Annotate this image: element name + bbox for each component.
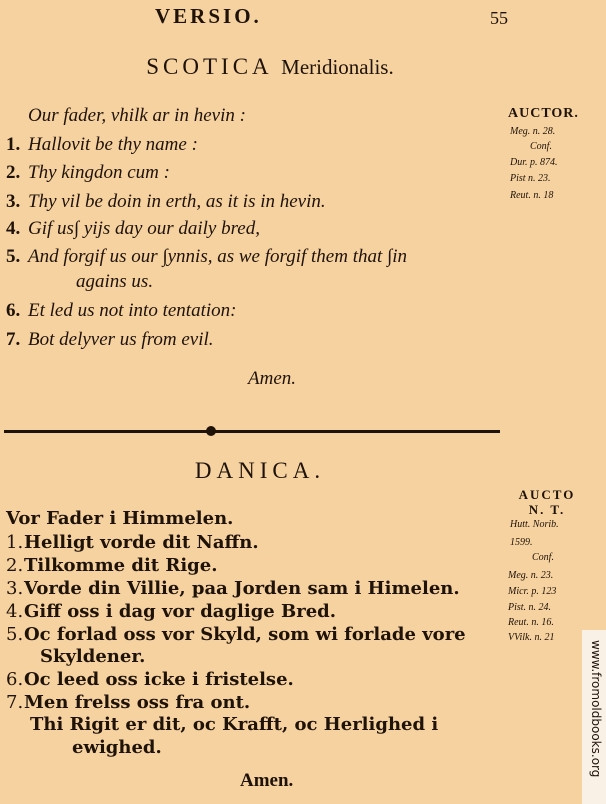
prayer-line: 3.Vorde din Villie, paa Jorden sam i Himelen.	[6, 578, 460, 599]
prayer-line: Our fader, vhilk ar in hevin :	[28, 105, 246, 126]
margin-note: Micr. p. 123	[508, 586, 557, 597]
prayer-line: 3. Thy vil be doin in erth, as it is in hevin.	[6, 191, 326, 212]
margin-head-line: N. T.	[528, 502, 566, 517]
prayer-line: 1.Helligt vorde dit Naffn.	[6, 532, 259, 553]
amen-scotica: Amen.	[248, 368, 297, 389]
page-number: 55	[490, 8, 508, 28]
prayer-line: 6. Et led us not into tentation:	[6, 300, 237, 321]
margin-auctor-danica	[512, 487, 582, 517]
prayer-line: 5. And forgif us our ∫ynnis, as we forgif them that ∫in	[6, 246, 407, 267]
prayer-line: 7. Bot delyver us from evil.	[6, 329, 214, 350]
section-title-scotica	[0, 54, 540, 80]
margin-note: VVilk. n. 21	[508, 632, 555, 643]
margin-note: Conf.	[532, 552, 554, 563]
divider-ornament	[206, 426, 216, 436]
prayer-line: 4.Giff oss i dag vor daglige Bred.	[6, 601, 337, 622]
subtitle-meridionalis: Meridionalis.	[281, 55, 394, 79]
margin-head-line: AUCTO	[518, 487, 576, 502]
amen-danica: Amen.	[240, 770, 294, 791]
prayer-line: 7.Men frelss oss fra ont.	[6, 692, 251, 713]
prayer-line: ewighed.	[72, 737, 162, 758]
prayer-line: 6.Oc leed oss icke i fristelse.	[6, 669, 294, 690]
prayer-line: 1. Hallovit be thy name :	[6, 134, 198, 155]
section-divider	[4, 430, 500, 433]
margin-note: Meg. n. 23.	[508, 570, 554, 581]
prayer-line: Vor Fader i Himmelen.	[6, 508, 234, 529]
title-scotica: SCOTICA	[146, 54, 272, 79]
margin-note: Reut. n. 18	[510, 190, 554, 201]
prayer-line: 4. Gif us∫ yijs day our daily bred,	[6, 218, 260, 239]
margin-auctor-scotica: AUCTOR.	[508, 106, 579, 121]
prayer-line: Thi Rigit er dit, oc Krafft, oc Herlighed i	[30, 714, 439, 735]
prayer-line: agains us.	[76, 271, 154, 292]
prayer-line: Skyldener.	[40, 646, 146, 667]
margin-note: Reut. n. 16.	[508, 617, 554, 628]
margin-note: Conf.	[530, 141, 552, 152]
watermark-url: www.fromoldbooks.org	[589, 640, 603, 778]
margin-note: Pist n. 23.	[510, 173, 551, 184]
margin-note: Hutt. Norib.	[510, 519, 559, 530]
margin-note: 1599.	[510, 537, 533, 548]
prayer-line: 5.Oc forlad oss vor Skyld, som wi forlade vore	[6, 624, 466, 645]
running-head: VERSIO.	[155, 4, 262, 28]
margin-note: Dur. p. 874.	[510, 157, 558, 168]
title-danica: DANICA.	[194, 458, 326, 483]
prayer-line: 2. Thy kingdon cum :	[6, 162, 170, 183]
prayer-line: 2.Tilkomme dit Rige.	[6, 555, 218, 576]
margin-note: Pist. n. 24.	[508, 602, 552, 613]
margin-note: Meg. n. 28.	[510, 126, 556, 137]
